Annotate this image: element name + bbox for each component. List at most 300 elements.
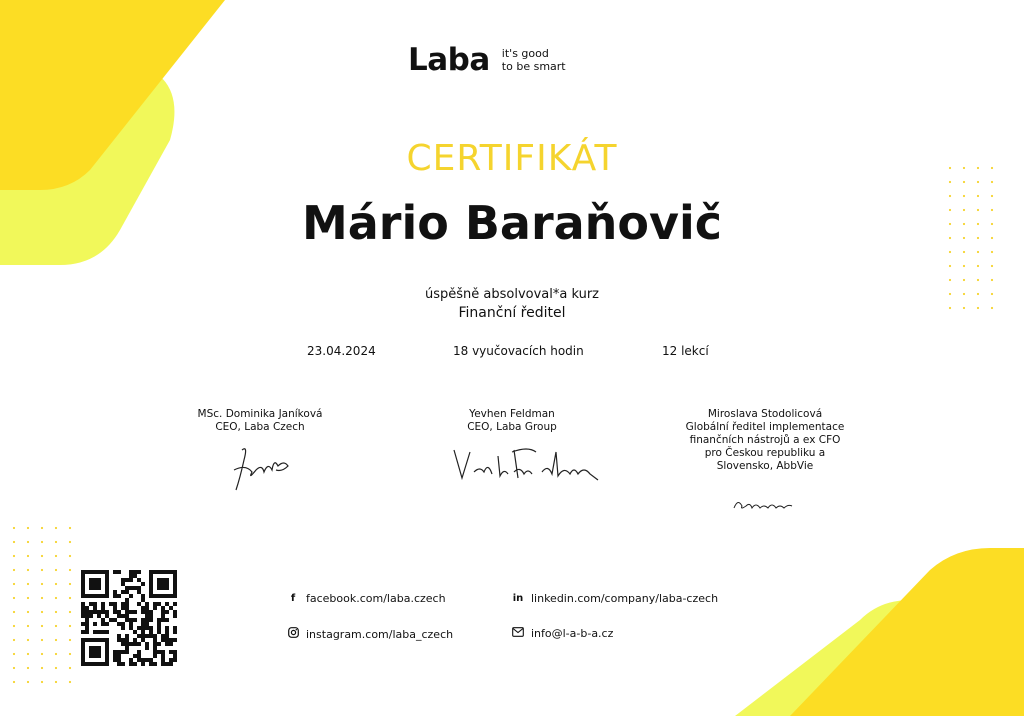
- qr-module: [149, 582, 153, 586]
- qr-module: [137, 642, 141, 646]
- qr-module: [141, 662, 145, 666]
- qr-module: [97, 578, 101, 582]
- signature-3: [730, 494, 800, 516]
- qr-module: [81, 650, 85, 654]
- decor-dot: [13, 639, 15, 641]
- qr-module: [141, 598, 145, 602]
- bottom-right-dark-shape: [790, 548, 1024, 716]
- qr-module: [161, 658, 165, 662]
- qr-module: [89, 570, 93, 574]
- qr-module: [129, 626, 133, 630]
- qr-module: [85, 626, 89, 630]
- qr-module: [121, 602, 125, 606]
- qr-module: [105, 622, 109, 626]
- decor-dot: [41, 555, 43, 557]
- decor-dot: [69, 667, 71, 669]
- qr-module: [145, 602, 149, 606]
- qr-module: [145, 646, 149, 650]
- qr-module: [165, 602, 169, 606]
- qr-module: [161, 614, 165, 618]
- qr-module: [161, 618, 165, 622]
- qr-module: [117, 634, 121, 638]
- qr-module: [81, 610, 85, 614]
- decor-dot: [977, 181, 979, 183]
- completion-date: 23.04.2024: [307, 344, 376, 358]
- qr-module: [113, 618, 117, 622]
- qr-module: [173, 594, 177, 598]
- qr-module: [121, 578, 125, 582]
- qr-module: [169, 606, 173, 610]
- qr-module: [89, 594, 93, 598]
- qr-module: [113, 570, 117, 574]
- qr-module: [173, 578, 177, 582]
- qr-module: [113, 594, 117, 598]
- decor-dot: [41, 667, 43, 669]
- qr-module: [121, 662, 125, 666]
- qr-module: [105, 582, 109, 586]
- qr-module: [157, 622, 161, 626]
- qr-module: [117, 662, 121, 666]
- decor-dot: [949, 251, 951, 253]
- qr-module: [125, 650, 129, 654]
- qr-module: [93, 646, 97, 650]
- qr-module: [81, 654, 85, 658]
- qr-module: [125, 606, 129, 610]
- qr-module: [153, 638, 157, 642]
- qr-module: [129, 574, 133, 578]
- qr-module: [97, 594, 101, 598]
- qr-module: [81, 586, 85, 590]
- qr-module: [173, 574, 177, 578]
- qr-module: [97, 586, 101, 590]
- qr-module: [161, 634, 165, 638]
- qr-module: [117, 650, 121, 654]
- qr-module: [105, 574, 109, 578]
- qr-module: [85, 614, 89, 618]
- qr-module: [165, 618, 169, 622]
- signatory-3: [660, 408, 870, 473]
- signatory-name: Yevhen Feldman: [469, 408, 555, 420]
- qr-module: [121, 582, 125, 586]
- signatory-role: Globální ředitel implementace: [685, 421, 845, 433]
- qr-module: [137, 578, 141, 582]
- qr-module: [157, 602, 161, 606]
- qr-module: [145, 606, 149, 610]
- qr-module: [105, 570, 109, 574]
- qr-module: [81, 578, 85, 582]
- qr-module: [117, 614, 121, 618]
- decor-dot: [69, 541, 71, 543]
- decor-dot: [27, 639, 29, 641]
- decor-dot: [977, 265, 979, 267]
- qr-module: [121, 622, 125, 626]
- qr-module: [173, 650, 177, 654]
- qr-module: [81, 582, 85, 586]
- qr-module: [161, 606, 165, 610]
- decor-dot: [27, 583, 29, 585]
- qr-module: [101, 594, 105, 598]
- qr-module: [161, 586, 165, 590]
- decor-dot: [41, 583, 43, 585]
- qr-module: [133, 586, 137, 590]
- decor-dot: [13, 653, 15, 655]
- course-lessons: 12 lekcí: [662, 344, 709, 358]
- decor-dot: [69, 597, 71, 599]
- qr-module: [121, 626, 125, 630]
- qr-module: [169, 642, 173, 646]
- signature-2: [448, 438, 608, 494]
- qr-module: [81, 606, 85, 610]
- decor-dot: [977, 279, 979, 281]
- decor-dot: [949, 181, 951, 183]
- qr-module: [121, 650, 125, 654]
- decor-dot: [69, 569, 71, 571]
- qr-module: [81, 574, 85, 578]
- qr-module: [81, 602, 85, 606]
- decor-dot: [27, 625, 29, 627]
- qr-module: [105, 630, 109, 634]
- qr-module: [165, 662, 169, 666]
- qr-module: [157, 594, 161, 598]
- decor-dot: [963, 265, 965, 267]
- decor-dot: [41, 625, 43, 627]
- qr-module: [93, 650, 97, 654]
- decor-dot: [963, 279, 965, 281]
- qr-module: [89, 586, 93, 590]
- qr-module: [153, 662, 157, 666]
- qr-module: [117, 638, 121, 642]
- decor-dot: [27, 555, 29, 557]
- qr-module: [161, 570, 165, 574]
- qr-module: [153, 570, 157, 574]
- qr-module: [137, 658, 141, 662]
- qr-module: [97, 570, 101, 574]
- qr-module: [153, 594, 157, 598]
- qr-module: [149, 630, 153, 634]
- logo-wordmark: Laba: [408, 42, 490, 78]
- qr-module: [105, 610, 109, 614]
- qr-module: [133, 570, 137, 574]
- facebook-link[interactable]: [287, 592, 446, 605]
- qr-module: [85, 610, 89, 614]
- qr-module: [149, 610, 153, 614]
- qr-module: [105, 654, 109, 658]
- qr-module: [137, 650, 141, 654]
- qr-module: [101, 618, 105, 622]
- decor-dot: [27, 541, 29, 543]
- qr-module: [101, 602, 105, 606]
- qr-module: [169, 658, 173, 662]
- qr-module: [149, 570, 153, 574]
- decor-dot: [41, 597, 43, 599]
- decor-dot: [991, 265, 993, 267]
- qr-module: [81, 630, 85, 634]
- qr-module: [161, 662, 165, 666]
- qr-module: [109, 602, 113, 606]
- qr-module: [149, 574, 153, 578]
- decor-dot: [13, 583, 15, 585]
- qr-module: [149, 590, 153, 594]
- qr-module: [157, 630, 161, 634]
- qr-module: [97, 646, 101, 650]
- decor-dot: [41, 639, 43, 641]
- qr-module: [145, 614, 149, 618]
- qr-module: [105, 614, 109, 618]
- decor-dot: [55, 681, 57, 683]
- decor-dot: [13, 611, 15, 613]
- qr-module: [149, 662, 153, 666]
- instagram-link[interactable]: [287, 627, 453, 641]
- qr-module: [141, 658, 145, 662]
- linkedin-icon: in: [512, 593, 524, 604]
- qr-module: [113, 610, 117, 614]
- qr-module: [129, 578, 133, 582]
- qr-module: [141, 630, 145, 634]
- qr-module: [105, 658, 109, 662]
- qr-module: [105, 650, 109, 654]
- logo-tagline-line1: it's good: [501, 47, 549, 60]
- logo-tagline: [502, 47, 566, 73]
- qr-module: [105, 638, 109, 642]
- qr-module: [153, 602, 157, 606]
- qr-module: [93, 610, 97, 614]
- qr-module: [101, 606, 105, 610]
- qr-module: [173, 610, 177, 614]
- qr-module: [125, 642, 129, 646]
- qr-module: [141, 638, 145, 642]
- qr-module: [173, 582, 177, 586]
- decor-dot: [69, 527, 71, 529]
- signatory-role: CEO, Laba Group: [467, 421, 557, 433]
- qr-module: [93, 630, 97, 634]
- qr-module: [157, 650, 161, 654]
- qr-module: [81, 590, 85, 594]
- decor-dot: [27, 653, 29, 655]
- decor-dot: [55, 611, 57, 613]
- qr-module: [137, 654, 141, 658]
- qr-module: [133, 610, 137, 614]
- qr-module: [149, 586, 153, 590]
- qr-module: [81, 646, 85, 650]
- laba-logo: [408, 42, 566, 78]
- qr-module: [125, 602, 129, 606]
- qr-module: [141, 622, 145, 626]
- qr-module: [105, 578, 109, 582]
- qr-module: [157, 642, 161, 646]
- signatory-role: Slovensko, AbbVie: [716, 460, 814, 472]
- qr-module: [89, 610, 93, 614]
- qr-module: [117, 658, 121, 662]
- decor-dot: [41, 681, 43, 683]
- qr-module: [173, 570, 177, 574]
- qr-module: [169, 570, 173, 574]
- decor-dot: [69, 653, 71, 655]
- qr-module: [173, 590, 177, 594]
- qr-module: [145, 610, 149, 614]
- qr-module: [145, 634, 149, 638]
- qr-module: [165, 634, 169, 638]
- qr-module: [81, 614, 85, 618]
- qr-module: [165, 594, 169, 598]
- decor-dot: [69, 583, 71, 585]
- qr-module: [125, 598, 129, 602]
- qr-module: [93, 602, 97, 606]
- qr-module: [153, 634, 157, 638]
- mail-icon: [512, 627, 524, 640]
- qr-module: [157, 618, 161, 622]
- facebook-url: facebook.com/laba.czech: [306, 592, 446, 605]
- qr-module: [165, 626, 169, 630]
- decor-dot: [963, 181, 965, 183]
- decor-dot: [13, 625, 15, 627]
- qr-code: [81, 570, 177, 666]
- decor-dot: [69, 681, 71, 683]
- decor-dot: [963, 251, 965, 253]
- qr-module: [81, 662, 85, 666]
- qr-module: [173, 614, 177, 618]
- qr-module: [125, 646, 129, 650]
- qr-module: [113, 654, 117, 658]
- qr-module: [117, 654, 121, 658]
- qr-module: [165, 610, 169, 614]
- qr-module: [89, 654, 93, 658]
- qr-module: [141, 610, 145, 614]
- qr-module: [101, 638, 105, 642]
- qr-module: [89, 650, 93, 654]
- qr-module: [93, 622, 97, 626]
- decor-dot: [41, 569, 43, 571]
- decor-dot: [991, 181, 993, 183]
- qr-module: [105, 586, 109, 590]
- qr-module: [161, 582, 165, 586]
- decor-dot: [69, 611, 71, 613]
- decor-dot: [13, 527, 15, 529]
- qr-module: [129, 642, 133, 646]
- decor-dot: [27, 569, 29, 571]
- qr-module: [125, 614, 129, 618]
- decor-dot: [69, 639, 71, 641]
- qr-module: [133, 654, 137, 658]
- qr-module: [141, 606, 145, 610]
- qr-module: [97, 638, 101, 642]
- qr-module: [161, 610, 165, 614]
- qr-module: [85, 630, 89, 634]
- qr-module: [137, 626, 141, 630]
- decor-dot: [55, 569, 57, 571]
- decor-dot: [27, 681, 29, 683]
- qr-module: [169, 638, 173, 642]
- signatory-1: [160, 408, 360, 434]
- qr-module: [133, 618, 137, 622]
- decor-dot: [55, 639, 57, 641]
- qr-module: [145, 642, 149, 646]
- qr-module: [169, 594, 173, 598]
- qr-module: [149, 626, 153, 630]
- qr-module: [105, 662, 109, 666]
- signatory-role: CEO, Laba Czech: [215, 421, 305, 433]
- qr-module: [149, 658, 153, 662]
- qr-module: [173, 626, 177, 630]
- qr-module: [145, 658, 149, 662]
- signature-1: [228, 440, 298, 498]
- qr-module: [173, 638, 177, 642]
- decor-dot: [55, 597, 57, 599]
- decor-dot: [977, 251, 979, 253]
- qr-module: [157, 626, 161, 630]
- signatory-name: MSc. Dominika Janíková: [197, 408, 323, 420]
- qr-module: [93, 662, 97, 666]
- decor-dot: [55, 541, 57, 543]
- qr-module: [133, 630, 137, 634]
- qr-module: [149, 634, 153, 638]
- linkedin-link[interactable]: [512, 592, 718, 605]
- qr-module: [153, 646, 157, 650]
- qr-module: [121, 638, 125, 642]
- qr-module: [129, 570, 133, 574]
- qr-module: [89, 662, 93, 666]
- qr-module: [157, 586, 161, 590]
- qr-module: [137, 570, 141, 574]
- decor-dot: [69, 625, 71, 627]
- qr-module: [165, 578, 169, 582]
- decor-dot: [55, 625, 57, 627]
- qr-module: [165, 582, 169, 586]
- qr-module: [117, 610, 121, 614]
- instagram-icon: [287, 627, 299, 641]
- qr-module: [125, 578, 129, 582]
- qr-module: [145, 618, 149, 622]
- email-address: info@l-a-b-a.cz: [531, 627, 614, 640]
- qr-module: [113, 606, 117, 610]
- qr-module: [101, 662, 105, 666]
- qr-module: [85, 662, 89, 666]
- qr-module: [105, 594, 109, 598]
- qr-module: [137, 590, 141, 594]
- qr-module: [161, 654, 165, 658]
- signatory-role: finančních nástrojů a ex CFO: [689, 434, 841, 446]
- signatory-2: [412, 408, 612, 434]
- qr-module: [121, 614, 125, 618]
- facebook-icon: f: [290, 593, 296, 604]
- qr-module: [97, 654, 101, 658]
- decor-dot: [55, 653, 57, 655]
- qr-module: [93, 586, 97, 590]
- qr-module: [81, 638, 85, 642]
- qr-module: [149, 614, 153, 618]
- email-link[interactable]: [512, 627, 613, 640]
- qr-module: [121, 590, 125, 594]
- qr-module: [161, 650, 165, 654]
- qr-module: [153, 642, 157, 646]
- qr-module: [101, 610, 105, 614]
- instagram-url: instagram.com/laba_czech: [306, 627, 454, 641]
- qr-module: [113, 658, 117, 662]
- qr-module: [161, 578, 165, 582]
- qr-module: [125, 590, 129, 594]
- qr-module: [105, 646, 109, 650]
- qr-module: [93, 638, 97, 642]
- qr-module: [145, 622, 149, 626]
- course-hours: 18 vyučovacích hodin: [453, 344, 584, 358]
- qr-module: [141, 618, 145, 622]
- qr-module: [105, 642, 109, 646]
- qr-module: [165, 642, 169, 646]
- qr-module: [97, 650, 101, 654]
- qr-module: [89, 646, 93, 650]
- qr-module: [85, 618, 89, 622]
- decor-dot: [13, 541, 15, 543]
- decor-dot: [991, 251, 993, 253]
